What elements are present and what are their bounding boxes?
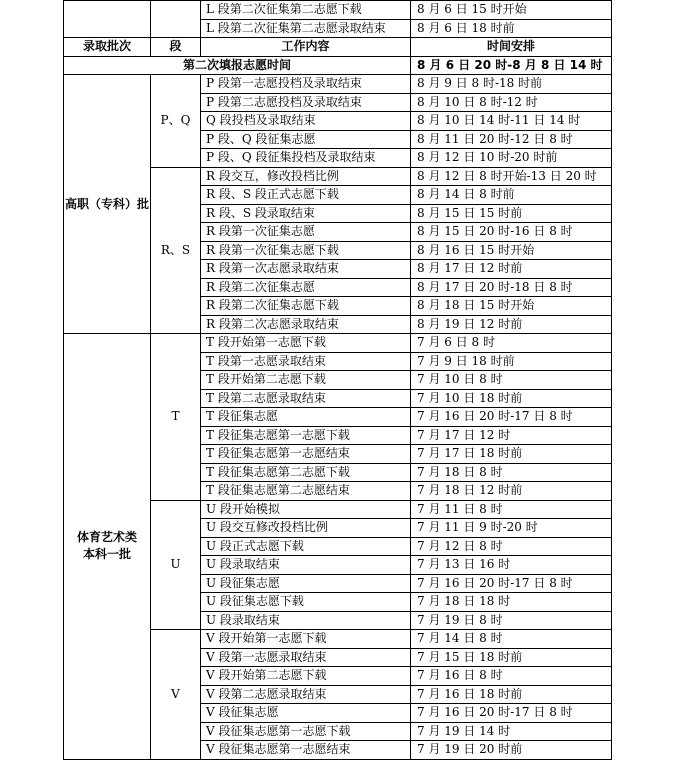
time-cell: 7 月 6 日 8 时 <box>411 334 612 353</box>
time-cell: 8 月 9 日 8 时-18 时前 <box>411 75 612 94</box>
time-cell: 8 月 12 日 10 时-20 时前 <box>411 149 612 168</box>
work-cell: T 段开始第一志愿下载 <box>201 334 411 353</box>
segment-cell: R、S <box>151 167 201 334</box>
time-cell: 7 月 16 日 8 时 <box>411 667 612 686</box>
time-cell: 8 月 10 日 8 时-12 时 <box>411 93 612 112</box>
work-cell: U 段交互修改投档比例 <box>201 519 411 538</box>
time-cell: 7 月 10 日 18 时前 <box>411 389 612 408</box>
fill-period-time: 8 月 6 日 20 时-8 月 8 日 14 时 <box>411 56 612 75</box>
work-cell: R 段第一次志愿录取结束 <box>201 260 411 279</box>
time-cell: 7 月 16 日 20 时-17 日 8 时 <box>411 704 612 723</box>
segment-cell: V <box>151 630 201 760</box>
time-cell: 8 月 18 日 15 时开始 <box>411 297 612 316</box>
header-batch: 录取批次 <box>64 38 151 57</box>
batch-label-line: 体育艺术类 <box>76 530 137 545</box>
work-cell: R 段、S 段录取结束 <box>201 204 411 223</box>
time-cell: 8 月 6 日 15 时开始 <box>411 1 612 20</box>
batch-label-line: 高职（专科）批 <box>64 196 149 211</box>
time-cell: 7 月 10 日 8 时 <box>411 371 612 390</box>
work-cell: L 段第二次征集第二志愿下载 <box>201 1 411 20</box>
work-cell: T 段第一志愿录取结束 <box>201 352 411 371</box>
time-cell: 8 月 10 日 14 时-11 日 14 时 <box>411 112 612 131</box>
time-cell: 8 月 17 日 12 时前 <box>411 260 612 279</box>
work-cell: R 段第二次征集志愿 <box>201 278 411 297</box>
batch-cell-continued <box>64 1 151 38</box>
time-cell: 7 月 9 日 18 时前 <box>411 352 612 371</box>
batch-cell <box>64 75 151 334</box>
work-cell: R 段第二次征集志愿下载 <box>201 297 411 316</box>
work-cell: V 段征集志愿第一志愿下载 <box>201 722 411 741</box>
time-cell: 7 月 12 日 8 时 <box>411 537 612 556</box>
work-cell: R 段第一次征集志愿下载 <box>201 241 411 260</box>
time-cell: 8 月 15 日 15 时前 <box>411 204 612 223</box>
schedule-table <box>63 0 612 760</box>
work-cell: R 段、S 段正式志愿下载 <box>201 186 411 205</box>
header-row <box>64 38 612 57</box>
segment-cell: U <box>151 500 201 630</box>
time-cell: 7 月 13 日 16 时 <box>411 556 612 575</box>
work-cell: T 段征集志愿第二志愿下载 <box>201 463 411 482</box>
work-cell: V 段第一志愿录取结束 <box>201 648 411 667</box>
work-cell: Q 段投档及录取结束 <box>201 112 411 131</box>
work-cell: R 段第二次志愿录取结束 <box>201 315 411 334</box>
segment-cell: P、Q <box>151 75 201 168</box>
work-cell: U 段录取结束 <box>201 556 411 575</box>
time-cell: 8 月 12 日 8 时开始-13 日 20 时 <box>411 167 612 186</box>
time-cell: 7 月 18 日 12 时前 <box>411 482 612 501</box>
time-cell: 7 月 17 日 18 时前 <box>411 445 612 464</box>
segment-cell: T <box>151 334 201 501</box>
time-cell: 8 月 6 日 18 时前 <box>411 19 612 38</box>
work-cell: V 段征集志愿 <box>201 704 411 723</box>
work-cell: V 段开始第一志愿下载 <box>201 630 411 649</box>
header-segment: 段 <box>151 38 201 57</box>
work-cell: T 段开始第二志愿下载 <box>201 371 411 390</box>
work-cell: P 段第一志愿投档及录取结束 <box>201 75 411 94</box>
work-cell: V 段征集志愿第一志愿结束 <box>201 741 411 760</box>
time-cell: 7 月 18 日 8 时 <box>411 463 612 482</box>
header-time: 时间安排 <box>411 38 612 57</box>
time-cell: 8 月 16 日 15 时开始 <box>411 241 612 260</box>
time-cell: 7 月 18 日 18 时 <box>411 593 612 612</box>
work-cell: T 段第二志愿录取结束 <box>201 389 411 408</box>
work-cell: U 段开始模拟 <box>201 500 411 519</box>
time-cell: 7 月 14 日 8 时 <box>411 630 612 649</box>
work-cell: V 段开始第二志愿下载 <box>201 667 411 686</box>
work-cell: R 段第一次征集志愿 <box>201 223 411 242</box>
time-cell: 8 月 15 日 20 时-16 日 8 时 <box>411 223 612 242</box>
time-cell: 7 月 11 日 8 时 <box>411 500 612 519</box>
time-cell: 8 月 14 日 8 时前 <box>411 186 612 205</box>
time-cell: 7 月 16 日 20 时-17 日 8 时 <box>411 574 612 593</box>
work-cell: U 段征集志愿下载 <box>201 593 411 612</box>
table-row <box>64 75 612 94</box>
work-cell: U 段正式志愿下载 <box>201 537 411 556</box>
work-cell: T 段征集志愿 <box>201 408 411 427</box>
time-cell: 7 月 16 日 20 时-17 日 8 时 <box>411 408 612 427</box>
header-work: 工作内容 <box>201 38 411 57</box>
fill-period-row <box>64 56 612 75</box>
work-cell: T 段征集志愿第一志愿下载 <box>201 426 411 445</box>
work-cell: P 段、Q 段征集投档及录取结束 <box>201 149 411 168</box>
batch-label-line: 本科一批 <box>82 547 131 562</box>
time-cell: 7 月 19 日 14 时 <box>411 722 612 741</box>
work-cell: T 段征集志愿第一志愿结束 <box>201 445 411 464</box>
time-cell: 7 月 11 日 9 时-20 时 <box>411 519 612 538</box>
fill-period-label: 第二次填报志愿时间 <box>64 56 411 75</box>
time-cell: 8 月 17 日 20 时-18 日 8 时 <box>411 278 612 297</box>
time-cell: 7 月 17 日 12 时 <box>411 426 612 445</box>
time-cell: 8 月 19 日 12 时前 <box>411 315 612 334</box>
work-cell: L 段第二次征集第二志愿录取结束 <box>201 19 411 38</box>
time-cell: 7 月 19 日 20 时前 <box>411 741 612 760</box>
time-cell: 8 月 11 日 20 时-12 日 8 时 <box>411 130 612 149</box>
time-cell: 7 月 15 日 18 时前 <box>411 648 612 667</box>
work-cell: U 段录取结束 <box>201 611 411 630</box>
work-cell: U 段征集志愿 <box>201 574 411 593</box>
work-cell: P 段第二志愿投档及录取结束 <box>201 93 411 112</box>
work-cell: T 段征集志愿第二志愿结束 <box>201 482 411 501</box>
segment-cell-continued <box>151 1 201 38</box>
table-row <box>64 334 612 353</box>
time-cell: 7 月 16 日 18 时前 <box>411 685 612 704</box>
work-cell: V 段第二志愿录取结束 <box>201 685 411 704</box>
batch-cell <box>64 334 151 760</box>
work-cell: R 段交互，修改投档比例 <box>201 167 411 186</box>
table-row <box>64 1 612 20</box>
work-cell: P 段、Q 段征集志愿 <box>201 130 411 149</box>
time-cell: 7 月 19 日 8 时 <box>411 611 612 630</box>
